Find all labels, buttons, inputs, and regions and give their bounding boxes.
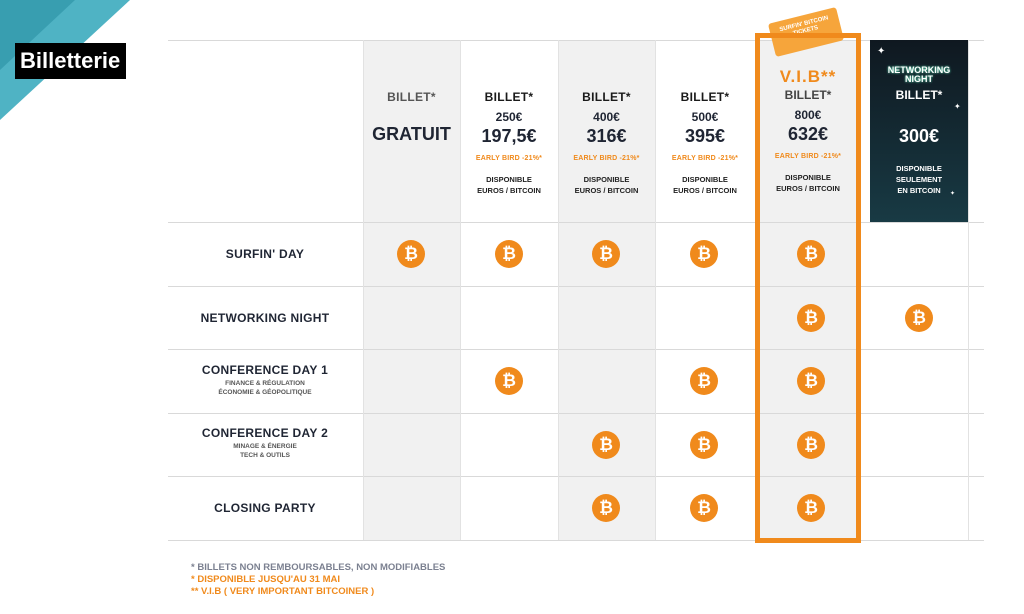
billet-label: BILLET*: [895, 88, 943, 102]
bitcoin-icon: ₿: [905, 304, 933, 332]
availability-text: [558, 174, 655, 196]
ticket-price: GRATUIT: [372, 124, 451, 144]
row-label-closing-party: [168, 501, 362, 515]
ticket-header-gratuit: [363, 40, 460, 222]
footnote: * DISPONIBLE JUSQU'AU 31 MAI: [191, 574, 341, 585]
old-price: 800€: [794, 108, 822, 122]
availability-line: EUROS / BITCOIN: [776, 184, 840, 193]
bitcoin-icon: ₿: [797, 304, 825, 332]
ticket-price: 316€: [586, 126, 627, 146]
row-subtitle: [168, 442, 362, 460]
page-title: Billetterie: [15, 43, 126, 79]
networking-title-line: NIGHT: [905, 74, 933, 84]
footnote: ** V.I.B ( VERY IMPORTANT BITCOINER ): [191, 586, 375, 597]
ticket-header-395: [655, 40, 755, 222]
bitcoin-icon: ₿: [797, 494, 825, 522]
grid-line: [168, 540, 984, 541]
bitcoin-icon: ₿: [797, 240, 825, 268]
ticket-price: 300€: [898, 126, 940, 146]
bitcoin-icon: ₿: [797, 431, 825, 459]
grid-line: [168, 413, 984, 414]
row-label-conference-day-2: [168, 426, 362, 460]
early-bird-label: EARLY BIRD -21%*: [774, 153, 842, 160]
availability-line: EUROS / BITCOIN: [477, 186, 541, 195]
bitcoin-icon: ₿: [592, 240, 620, 268]
sparkle-icon: ✦: [954, 102, 961, 111]
availability-line: EN BITCOIN: [897, 186, 941, 195]
ticket-price: 632€: [787, 124, 829, 144]
old-price: 500€: [691, 110, 719, 124]
row-name: NETWORKING NIGHT: [200, 311, 330, 325]
early-bird-label: EARLY BIRD -21%*: [573, 155, 640, 162]
bitcoin-icon: ₿: [495, 367, 523, 395]
footnotes: [191, 562, 445, 598]
networking-title-line: NETWORKING: [887, 65, 951, 75]
old-price: 250€: [495, 110, 523, 124]
surfin-bitcoin-ticket-badge: SURFIN' BITCOIN TICKETS: [768, 7, 844, 57]
grid-line: [168, 349, 984, 350]
availability-line: DISPONIBLE: [682, 175, 728, 184]
ticket-price: 395€: [684, 126, 726, 146]
bitcoin-icon: ₿: [592, 431, 620, 459]
bitcoin-icon: ₿: [495, 240, 523, 268]
early-bird-label: EARLY BIRD -21%*: [671, 155, 739, 162]
billet-label: BILLET*: [484, 90, 534, 104]
ticket-header-197: [460, 40, 558, 222]
row-subtitle-line: FINANCE & RÉGULATION: [225, 380, 305, 387]
bitcoin-icon: ₿: [592, 494, 620, 522]
grid-line: [168, 222, 984, 223]
sparkle-icon: ✦: [950, 191, 956, 197]
availability-line: DISPONIBLE: [896, 164, 942, 173]
old-price: 400€: [593, 110, 620, 124]
row-name: CONFERENCE DAY 2: [201, 426, 329, 440]
availability-line: EUROS / BITCOIN: [574, 186, 639, 195]
row-subtitle: [168, 379, 362, 397]
row-label-surfin-day: [168, 247, 362, 261]
grid-line: [968, 40, 969, 540]
availability-text: [460, 174, 558, 196]
billet-label: BILLET*: [387, 90, 436, 104]
row-name: SURFIN' DAY: [225, 247, 305, 261]
footnote: * BILLETS NON REMBOURSABLES, NON MODIFIABLES: [191, 562, 446, 573]
early-bird-label: EARLY BIRD -21%*: [475, 155, 543, 162]
row-subtitle-line: ÉCONOMIE & GÉOPOLITIQUE: [218, 389, 312, 396]
ticket-header-networking: [870, 40, 968, 222]
row-subtitle-line: MINAGE & ÉNERGIE: [233, 443, 297, 450]
bitcoin-icon: ₿: [397, 240, 425, 268]
grid-line: [168, 476, 984, 477]
bitcoin-icon: ₿: [690, 494, 718, 522]
billet-label: BILLET*: [784, 88, 832, 102]
row-label-networking-night: [168, 311, 362, 325]
availability-line: DISPONIBLE: [785, 173, 831, 182]
grid-line: [168, 286, 984, 287]
row-subtitle-line: TECH & OUTILS: [240, 452, 290, 459]
availability-line: DISPONIBLE: [583, 175, 630, 184]
bitcoin-icon: ₿: [797, 367, 825, 395]
sparkle-icon: ✦: [877, 46, 886, 57]
availability-line: SEULEMENT: [895, 175, 943, 184]
bitcoin-icon: ₿: [690, 367, 718, 395]
row-label-conference-day-1: [168, 363, 362, 397]
bitcoin-icon: ₿: [690, 431, 718, 459]
billet-label: BILLET*: [582, 90, 631, 104]
row-name: CONFERENCE DAY 1: [201, 363, 329, 377]
availability-text: [655, 174, 755, 196]
vib-highlight-frame: [755, 33, 861, 543]
ticket-header-316: [558, 40, 655, 222]
availability-line: EUROS / BITCOIN: [673, 186, 737, 195]
row-name: CLOSING PARTY: [214, 501, 316, 515]
bitcoin-icon: ₿: [690, 240, 718, 268]
availability-line: DISPONIBLE: [486, 175, 532, 184]
vib-title: V.I.B**: [779, 67, 837, 86]
ticket-price: 197,5€: [481, 126, 537, 146]
billet-label: BILLET*: [680, 90, 730, 104]
networking-title: [870, 66, 968, 84]
